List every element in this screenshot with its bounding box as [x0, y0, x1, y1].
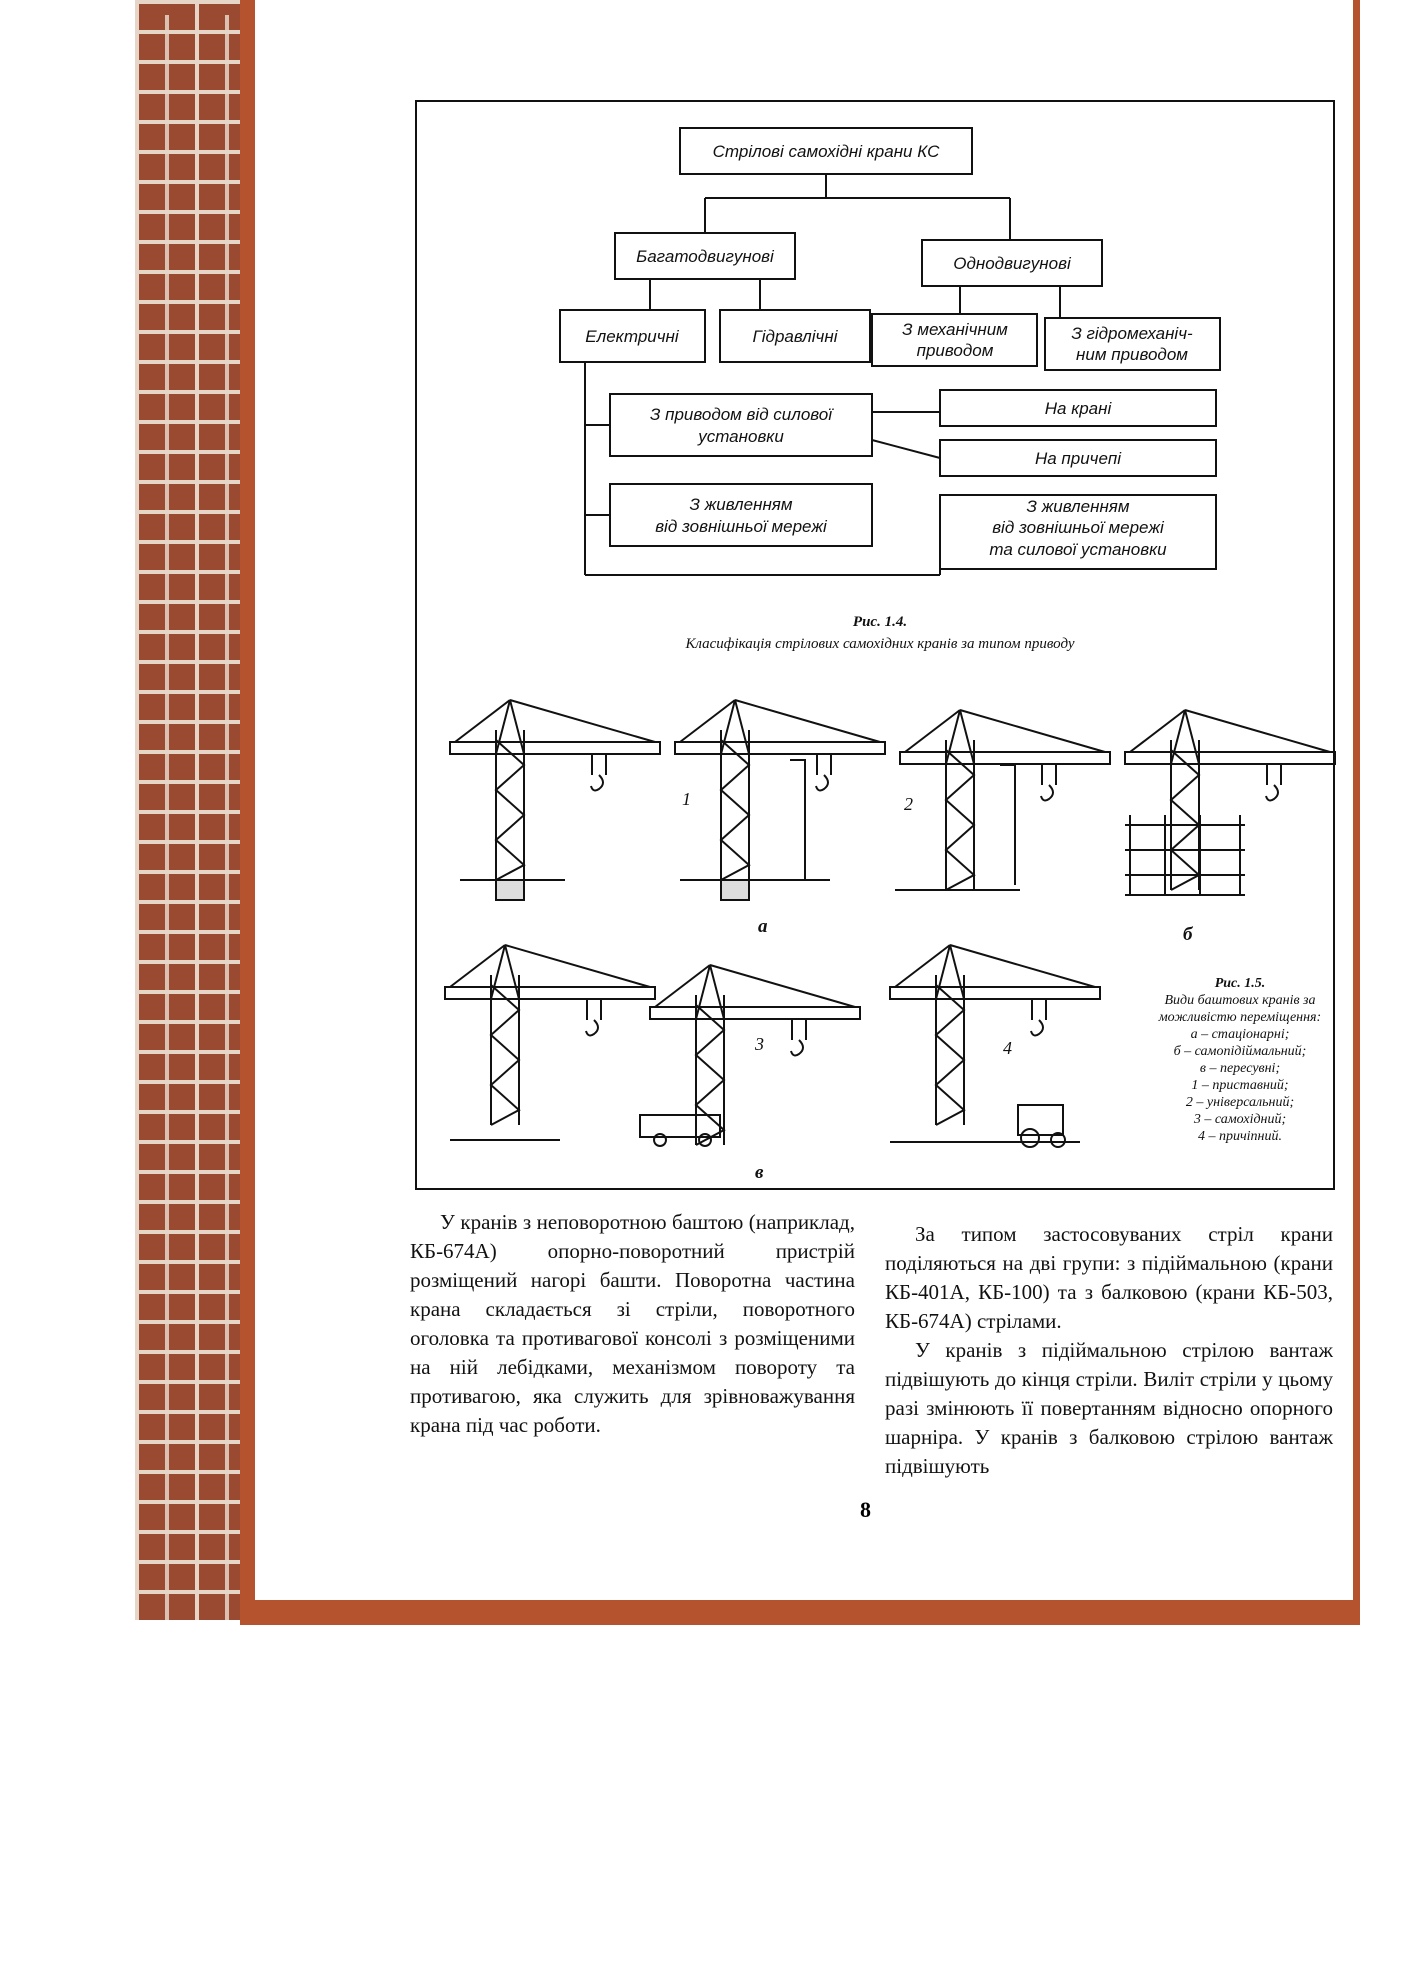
box-external-grid: [610, 484, 872, 546]
fig-1-5-number: Рис. 1.5.: [1214, 976, 1266, 991]
fig-1-5-caption-line: Види баштових кранів за: [1164, 993, 1316, 1008]
combined-label-2: від зовнішньої мережі: [992, 518, 1164, 537]
left-column: [410, 1208, 855, 1440]
building-1: [790, 760, 805, 880]
label-3: 3: [755, 1034, 764, 1054]
single-engine-label: Однодвигунові: [953, 254, 1071, 273]
page-number: 8: [860, 1497, 871, 1522]
label-4: 4: [1003, 1038, 1012, 1058]
label-2: 2: [904, 794, 913, 814]
combined-label-3: та силової установки: [989, 540, 1167, 559]
group-c-label: в: [755, 1162, 764, 1183]
hydromech-label-2: ним приводом: [1076, 345, 1188, 364]
power-plant-label-2: установки: [698, 427, 784, 446]
crane-trailer: [890, 945, 1100, 1125]
fig-1-5-caption: [1155, 975, 1325, 1145]
external-grid-label-1: З живленням: [689, 495, 793, 514]
crane-universal: [900, 710, 1110, 890]
fig-1-5-caption-line: 3 – самохідний;: [1193, 1112, 1287, 1127]
building-2: [1000, 765, 1015, 885]
fig-1-5-caption-line: 2 – універсальний;: [1185, 1095, 1295, 1110]
electric-label: Електричні: [585, 327, 679, 346]
hydromech-label-1: З гідромеханіч-: [1071, 324, 1193, 343]
combined-label-1: З живленням: [1026, 497, 1130, 516]
crane-self-climbing: [1125, 710, 1335, 890]
truck: [640, 1115, 720, 1146]
crane-mobile-rail: [445, 945, 655, 1125]
label-1: 1: [682, 789, 691, 809]
power-plant-label-1: З приводом від силової: [649, 405, 833, 424]
on-trailer-label: На причепі: [1034, 449, 1122, 468]
box-power-plant: [610, 394, 872, 456]
group-a-label: а: [758, 916, 768, 937]
crane-foundation-1: [496, 880, 524, 900]
fig-1-4-caption: Класифікація стрілових самохідних кранів за типом приводу: [685, 636, 1075, 652]
multi-engine-label: Багатодвигунові: [636, 247, 774, 266]
group-b-label: б: [1183, 924, 1193, 945]
crane-truck-mounted: [650, 965, 860, 1145]
root-label: Стрілові самохідні крани КС: [712, 142, 940, 161]
fig-1-5-caption-line: в – пересувні;: [1199, 1061, 1281, 1076]
left-paragraph: У кранів з неповоротною баштою (наприклад, КБ-674А) опорно-поворотний пристрій розміщений нагорі башти. Поворотна частина крана складається зі стріли, поворотного оголовка та противагової консолі з розміщеними на ній лебідками, механізмом повороту та противагою, яка служить для зрівноважування крана під час роботи.: [410, 1210, 855, 1437]
right-paragraph-2: У кранів з підіймальною стрілою вантаж підвішують до кінця стріли. Виліт стріли у цьому разі змінюють її повертанням відносно опорного шарніра. У кранів з балковою стрілою вантаж підвішують: [885, 1338, 1333, 1478]
mechanical-label-2: приводом: [916, 341, 994, 360]
crane-stationary-2: [675, 700, 885, 880]
right-column: [885, 1220, 1333, 1481]
external-grid-label-2: від зовнішньої мережі: [655, 517, 827, 536]
right-paragraph-1: За типом застосовуваних стріл крани поділяються на дві групи: з підіймальною (крани КБ-401А, КБ-100) та з балковою (крани КБ-503, КБ-674А) стрілами.: [885, 1222, 1333, 1333]
hydraulic-label: Гідравлічні: [752, 327, 838, 346]
fig-1-5-caption-line: 1 – приставний;: [1191, 1078, 1289, 1093]
on-crane-label: На крані: [1044, 399, 1112, 418]
fig-1-5-caption-line: б – самопідіймальний;: [1173, 1044, 1307, 1059]
fig-1-5-caption-line: а – стаціонарні;: [1190, 1027, 1290, 1042]
fig-1-5-caption-line: 4 – причіпний.: [1197, 1129, 1282, 1144]
fig-1-5-caption-line: можливістю переміщення:: [1158, 1010, 1322, 1025]
tractor: [1018, 1105, 1065, 1147]
mechanical-label-1: З механічним: [902, 320, 1008, 339]
crane-stationary-1: [450, 700, 660, 880]
fig-1-4-number: Рис. 1.4.: [852, 614, 908, 630]
crane-foundation-2: [721, 880, 749, 900]
